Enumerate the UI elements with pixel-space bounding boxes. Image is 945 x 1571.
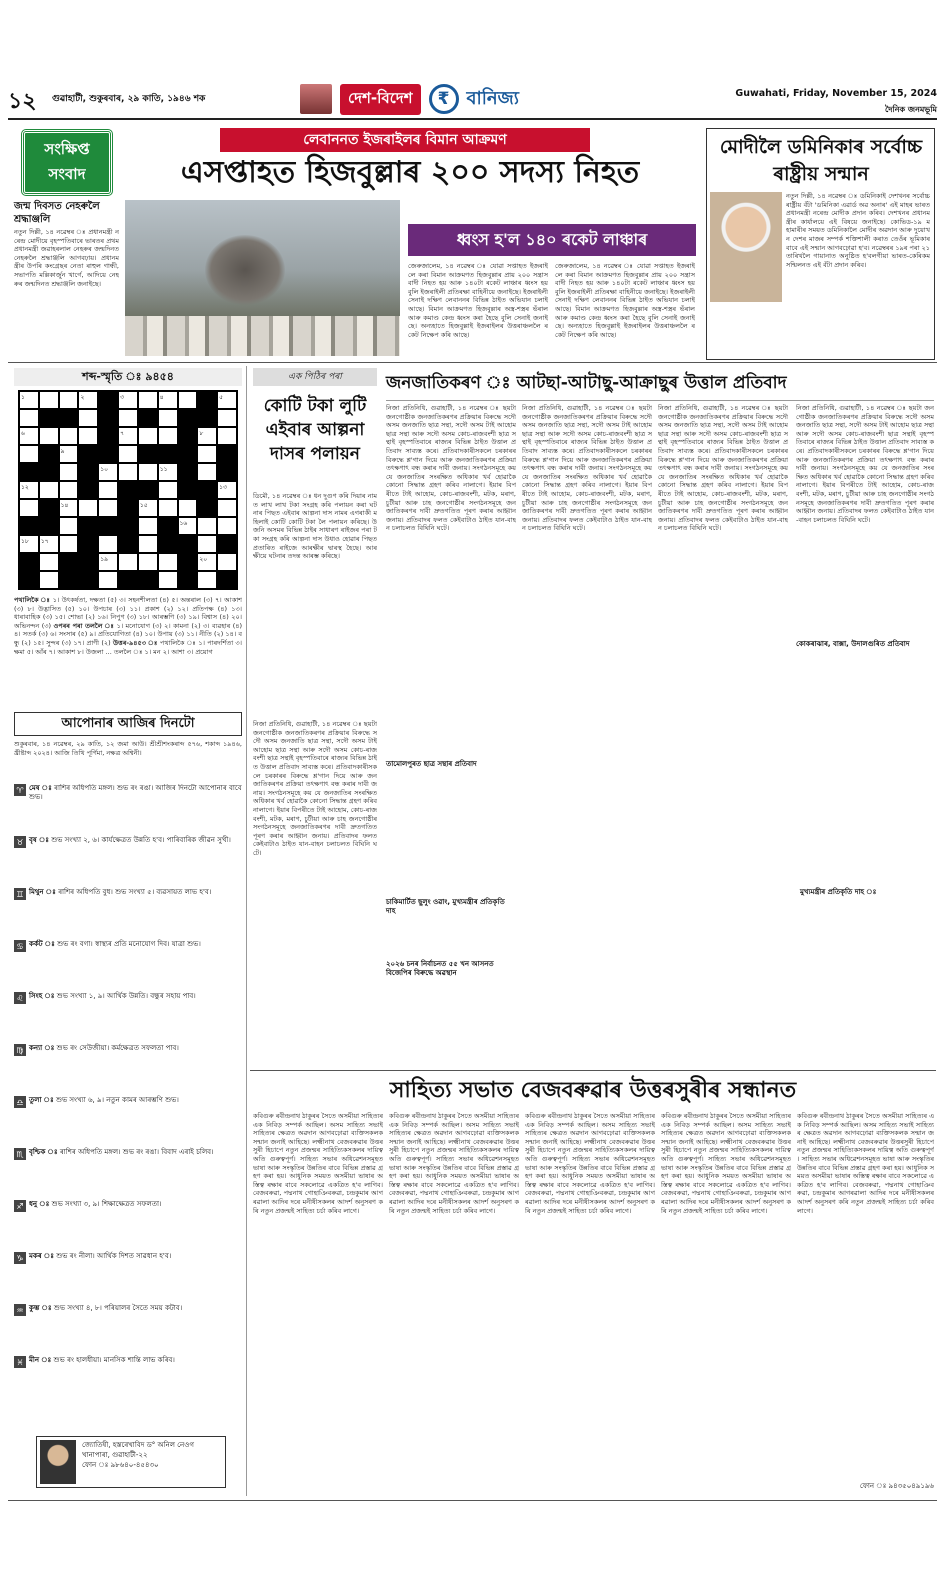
header-date-right: Guwahati, Friday, November 15, 2024 [735,88,937,99]
literature-col3: কবিগুৰু ৰবীন্দ্ৰনাথ ঠাকুৰৰ সৈতে অসমীয়া সাহিত্যৰ এক নিবিড় সম্পৰ্ক আছিল। অসম সাহিত্য সভাই সাহিত্যৰ ক্ষেত্ৰত অৱদান আগবঢ়োৱা ব্যক্তিসকলক সন্মান জনাই আহিছে। লক্ষ্মীনাথ বেজবৰুৱাৰ উত্তৰসুৰী হিচাপে নতুন প্ৰজন্মৰ সাহিত্যিকসকলৰ দায়িত্ব অতি গুৰুত্বপূৰ্ণ। সাহিত্য সভাৰ অধিৱেশনসমূহত ভাষা আৰু সংস্কৃতিৰ উন্নতিৰ বাবে বিভিন্ন প্ৰস্তাৱ গ্ৰহণ কৰা হয়। আধুনিক সময়ত অসমীয়া ভাষাৰ অস্তিত্ব ৰক্ষাৰ বাবে সকলোৱে একত্ৰিত হ'ব লাগিব। বেজবৰুৱা, পদ্মনাথ গোহাঞিবৰুৱা, চন্দ্ৰকুমাৰ আগৰৱালা আদিৰ দৰে মনীষীসকলৰ আদৰ্শ অনুসৰণ কৰি নতুন প্ৰজন্মই সাহিত্য চৰ্চা কৰিব লাগে। [525,1112,655,1215]
crossword-cell[interactable] [98,481,118,499]
crossword-cell[interactable] [59,481,79,499]
crossword-cell[interactable]: ১৭ [39,535,59,553]
crossword-block [158,445,178,463]
crossword-block [59,571,79,589]
crossword-cell[interactable]: ১ [19,391,39,409]
buildings [125,316,400,356]
crossword-block [39,517,59,535]
crossword-cell[interactable]: ২০ [197,553,217,571]
astrologer-phone: ফোন ঃ ৯৮৬৪০-৪৫৪৩০ [82,1461,159,1469]
header-date-left: গুৱাহাটী, শুকুৰবাৰ, ২৯ কাতি, ১৯৪৬ শক [52,94,206,104]
crossword-cell[interactable] [197,517,217,535]
crossword-cell[interactable] [39,481,59,499]
crossword-cell[interactable]: ১০ [98,463,118,481]
literature-col5: কবিগুৰু ৰবীন্দ্ৰনাথ ঠাকুৰৰ সৈতে অসমীয়া সাহিত্যৰ এক নিবিড় সম্পৰ্ক আছিল। অসম সাহিত্য সভাই সাহিত্যৰ ক্ষেত্ৰত অৱদান আগবঢ়োৱা ব্যক্তিসকলক সন্মান জনাই আহিছে। লক্ষ্মীনাথ বেজবৰুৱাৰ উত্তৰসুৰী হিচাপে নতুন প্ৰজন্মৰ সাহিত্যিকসকলৰ দায়িত্ব অতি গুৰুত্বপূৰ্ণ। সাহিত্য সভাৰ অধিৱেশনসমূহত ভাষা আৰু সংস্কৃতিৰ উন্নতিৰ বাবে বিভিন্ন প্ৰস্তাৱ গ্ৰহণ কৰা হয়। আধুনিক সময়ত অসমীয়া ভাষাৰ অস্তিত্ব ৰক্ষাৰ বাবে সকলোৱে একত্ৰিত হ'ব লাগিব। বেজবৰুৱা, পদ্মনাথ গোহাঞিবৰুৱা, চন্দ্ৰকুমাৰ আগৰৱালা আদিৰ দৰে মনীষীসকলৰ আদৰ্শ অনুসৰণ কৰি নতুন প্ৰজন্মই সাহিত্য চৰ্চা কৰিব লাগে। [797,1112,934,1215]
sign-text [29,1304,182,1354]
crossword-cell[interactable] [138,391,158,409]
crossword-cell[interactable] [178,499,198,517]
lead-body-col2: জেৰুজালেম, ১৪ নৱেম্বৰ ঃ যোৱা সপ্তাহত ইজৰাইলে কৰা বিমান আক্ৰমণত হিজবুল্লাৰ প্ৰায় ২০০ সন্ত্ৰাসবাদী নিহত হয় আৰু ১৪০টা ৰকেট লাঞ্চাৰ ধ্বংস হয় বুলি ইজৰাইলী প্ৰতিৰক্ষা বাহিনীয়ে জনাইছে। ইজৰাইলী সেনাই দক্ষিণ লেবাননৰ বিভিন্ন ঠাইত অভিযান চলাই আছে। বিমান আক্ৰমণত হিজবুল্লাৰ অস্ত্ৰ-শস্ত্ৰৰ ভঁৰাল আৰু কমাণ্ড কেন্দ্ৰ ধ্বংস কৰা হৈছে বুলি সেনাই জনাইছে। অন্যহাতে হিজবুল্লাই ইজৰাইলৰ উত্তৰাঞ্চললৈ ৰকেট নিক্ষেপ কৰি আছে। [555,262,695,339]
section-desh-bidesh: দেশ-বিদেশ [340,84,421,115]
horoscope-signs [14,784,242,1424]
tribal-col4: নিজা প্ৰতিনিধি, গুৱাহাটী, ১৪ নৱেম্বৰ ঃ ছয়টা জনগোষ্ঠীক জনজাতিকৰণৰ প্ৰক্ৰিয়াৰ বিৰুদ্ধে সদৌ অসম জনজাতি ছাত্ৰ সন্থা, সদৌ অসম টাই আহোম ছাত্ৰ সন্থা আৰু সদৌ অসম কোচ-ৰাজবংশী ছাত্ৰ সন্থাই বৃহস্পতিবাৰে ৰাজ্যৰ বিভিন্ন ঠাইত উত্তাল প্ৰতিবাদ সাব্যস্ত কৰে। প্ৰতিবাদকাৰীসকলে চৰকাৰৰ বিৰুদ্ধে শ্ল'গান দিয়ে আৰু জনজাতিকৰণৰ প্ৰক্ৰিয়া তৎক্ষণাৎ বন্ধ কৰাৰ দাবী জনায়। সংগঠনসমূহে কয় যে জনজাতিৰ সংৰক্ষিত অধিকাৰ খৰ্ব হোৱাকৈ কোনো সিদ্ধান্ত গ্ৰহণ কৰিব নালাগে। ইয়াৰ বিপৰীতে টাই আহোম, কোচ-ৰাজবংশী, মটক, মৰাণ, চুটীয়া আৰু চাহ জনগোষ্ঠীৰ সংগঠনসমূহে জনজাতিকৰণৰ দাবী দ্ৰুতগতিত পূৰণ কৰাৰ আহ্বান জনায়। প্ৰতিবাদৰ ফলত কেইবাটাও ঠাইত যান-বাহন চলাচলত বিঘিনি ঘটে। [796,404,934,524]
crossword-cell[interactable]: ১৬ [178,517,198,535]
crossword-block [59,553,79,571]
crossword-cell[interactable] [39,571,59,589]
astrologer-photo [40,1440,76,1484]
crossword-cell[interactable] [59,517,79,535]
crossword-cell[interactable]: ৮ [197,427,217,445]
crossword-cell[interactable] [158,481,178,499]
crossword-block [78,553,98,571]
crossword-cell[interactable] [158,553,178,571]
sign-forecast: শুভ সংখ্যা ১, ৯। আৰ্থিক উন্নতি। বন্ধুৰ সহায় পাব। [56,992,196,1000]
crossword-cell[interactable] [118,553,138,571]
sign-text [29,940,201,990]
tribal-subhead-5: কোকৰাঝাৰ, বাক্সা, উদালগুৰিত প্ৰতিবাদ [796,640,934,649]
crossword-cell[interactable] [158,499,178,517]
sign-name: মেষ ঃ [29,784,52,792]
crossword-block [158,517,178,535]
sign-forecast: শুভ ৰং সেউজীয়া। কৰ্মক্ষেত্ৰত সফলতা পাব। [56,1044,179,1052]
horoscope-sign [14,1200,242,1250]
tribal-headline: জনজাতিকৰণ ঃ আটছা-আটাছু-আক্ৰাছুৰ উত্তাল প্ৰতিবাদ [386,373,787,393]
crossword-block [98,517,118,535]
literature-phone: ফোন ঃ ৯৪৩৫০৪৯১৯৬ [859,1482,934,1490]
horoscope-sign [14,784,242,834]
sign-forecast: শুভ সংখ্যা ৪, ৮। পৰিয়ালৰ সৈতে সময় কটাব। [53,1304,183,1312]
crossword-cell[interactable] [197,463,217,481]
sign-forecast: শুভ সংখ্যা ২, ৬। কাৰ্যক্ষেত্ৰত উন্নতি হ'ব। পাৰিবাৰিক জীৱন সুখী। [51,836,231,844]
sign-forecast: ৰাশিৰ অধিপতি মঙ্গল। শুভ ৰং ৰঙা। আজিৰ দিনটো আপোনাৰ বাবে শুভ। [29,784,242,801]
column-rule [246,366,247,1496]
crossword-cell[interactable] [178,391,198,409]
smoke-plume [205,235,285,305]
crossword-cell[interactable] [98,499,118,517]
horoscope-sign [14,992,242,1042]
crossword-block [178,409,198,427]
sign-name: বৃশ্চিক ঃ [29,1148,58,1156]
zodiac-icon: ♓ [14,1356,26,1368]
brief-badge: সংক্ষিপ্ত সংবাদ [22,130,112,195]
crossword-block [78,535,98,553]
crossword-block [197,481,217,499]
crossword-block [78,481,98,499]
horoscope-sign [14,940,242,990]
sign-forecast: শুভ সংখ্যা ৬, ৯। নতুন কামৰ আৰম্ভণি শুভ। [55,1096,179,1104]
literature-col1: কবিগুৰু ৰবীন্দ্ৰনাথ ঠাকুৰৰ সৈতে অসমীয়া সাহিত্যৰ এক নিবিড় সম্পৰ্ক আছিল। অসম সাহিত্য সভাই সাহিত্যৰ ক্ষেত্ৰত অৱদান আগবঢ়োৱা ব্যক্তিসকলক সন্মান জনাই আহিছে। লক্ষ্মীনাথ বেজবৰুৱাৰ উত্তৰসুৰী হিচাপে নতুন প্ৰজন্মৰ সাহিত্যিকসকলৰ দায়িত্ব অতি গুৰুত্বপূৰ্ণ। সাহিত্য সভাৰ অধিৱেশনসমূহত ভাষা আৰু সংস্কৃতিৰ উন্নতিৰ বাবে বিভিন্ন প্ৰস্তাৱ গ্ৰহণ কৰা হয়। আধুনিক সময়ত অসমীয়া ভাষাৰ অস্তিত্ব ৰক্ষাৰ বাবে সকলোৱে একত্ৰিত হ'ব লাগিব। বেজবৰুৱা, পদ্মনাথ গোহাঞিবৰুৱা, চন্দ্ৰকুমাৰ আগৰৱালা আদিৰ দৰে মনীষীসকলৰ আদৰ্শ অনুসৰণ কৰি নতুন প্ৰজন্মই সাহিত্য চৰ্চা কৰিব লাগে। [253,1112,383,1215]
crossword-block [118,571,138,589]
crossword-cell[interactable] [118,445,138,463]
crossword-block [19,571,39,589]
modi-body: নতুন দিল্লী, ১৪ নৱেম্বৰ ঃ ডমিনিকাই দেশখনৰ সৰ্বোচ্চ ৰাষ্ট্ৰীয় বঁটা 'ডমিনিকা এৱাৰ্ড অৱ অনাৰ' এই মাহৰ ভাৰত প্ৰধানমন্ত্ৰী নৰেন্দ্ৰ মোদীক প্ৰদান কৰিব। দেশখনৰ প্ৰধানমন্ত্ৰীৰ কাৰ্যালয়ে এই বিষয়ে জনাইছে। কোভিড-১৯ মহামাৰীৰ সময়ত ডমিনিকালৈ মোদীৰ অৱদান আৰু দুয়োখন দেশৰ মাজৰ সম্পৰ্ক শক্তিশালী কৰাত তেওঁৰ ভূমিকাৰ বাবে এই সন্মান আগবঢ়োৱা হ'ব। নৱেম্বৰৰ ১৯ৰ পৰা ২১ তাৰিখলৈ গায়ানাত অনুষ্ঠিত হ'বলগীয়া ভাৰত-কেৰিকম সন্মিলনত এই বঁটা প্ৰদান কৰিব। [786,192,930,269]
crossword-cell[interactable] [197,445,217,463]
sign-text [29,836,231,886]
crossword-cell[interactable] [118,463,138,481]
astrologer-box [36,1436,226,1488]
crossword-block [19,517,39,535]
crossword-cell[interactable] [19,499,39,517]
horoscope-title: আপোনাৰ আজিৰ দিনটো [14,712,242,736]
sign-name: মীন ঃ [29,1356,52,1364]
tribal-subhead-3: ২০২৬ চনৰ নিৰ্বাচনত ৫৫ খন আসনত বিজেপিৰ বিৰুদ্ধে অৱস্থান [386,960,516,978]
crossword-cell[interactable] [78,427,98,445]
sign-text [29,1252,171,1302]
tribal-col1: নিজা প্ৰতিনিধি, গুৱাহাটী, ১৪ নৱেম্বৰ ঃ ছয়টা জনগোষ্ঠীক জনজাতিকৰণৰ প্ৰক্ৰিয়াৰ বিৰুদ্ধে সদৌ অসম জনজাতি ছাত্ৰ সন্থা, সদৌ অসম টাই আহোম ছাত্ৰ সন্থা আৰু সদৌ অসম কোচ-ৰাজবংশী ছাত্ৰ সন্থাই বৃহস্পতিবাৰে ৰাজ্যৰ বিভিন্ন ঠাইত উত্তাল প্ৰতিবাদ সাব্যস্ত কৰে। প্ৰতিবাদকাৰীসকলে চৰকাৰৰ বিৰুদ্ধে শ্ল'গান দিয়ে আৰু জনজাতিকৰণৰ প্ৰক্ৰিয়া তৎক্ষণাৎ বন্ধ কৰাৰ দাবী জনায়। সংগঠনসমূহে কয় যে জনজাতিৰ সংৰক্ষিত অধিকাৰ খৰ্ব হোৱাকৈ কোনো সিদ্ধান্ত গ্ৰহণ কৰিব নালাগে। ইয়াৰ বিপৰীতে টাই আহোম, কোচ-ৰাজবংশী, মটক, মৰাণ, চুটীয়া আৰু চাহ জনগোষ্ঠীৰ সংগঠনসমূহে জনজাতিকৰণৰ দাবী দ্ৰুতগতিত পূৰণ কৰাৰ আহ্বান জনায়। প্ৰতিবাদৰ ফলত কেইবাটাও ঠাইত যান-বাহন চলাচলত বিঘিনি ঘটে। [386,404,516,533]
crossword-cell[interactable] [138,517,158,535]
crossword-cell[interactable] [217,517,237,535]
crossword-block [138,481,158,499]
crossword-block [197,391,217,409]
sign-name: মকৰ ঃ [29,1252,54,1260]
crossword-cell[interactable]: ১১ [158,463,178,481]
crossword-cell[interactable] [19,409,39,427]
crossword-cell[interactable] [59,427,79,445]
zodiac-icon: ♐ [14,1200,26,1212]
crossword-block [78,445,98,463]
crossword-cell[interactable] [197,571,217,589]
crossword-block [98,391,118,409]
zodiac-icon: ♊ [14,888,26,900]
horoscope-sign [14,836,242,886]
crossword-cell[interactable] [98,535,118,553]
astrologer-name: জ্যোতিষী, হস্তৰেখাবিদ ড° অনিল নেওগ [82,1441,194,1449]
sidebar-body-col2: নিজা প্ৰতিনিধি, গুৱাহাটী, ১৪ নৱেম্বৰ ঃ ছয়টা জনগোষ্ঠীক জনজাতিকৰণৰ প্ৰক্ৰিয়াৰ বিৰুদ্ধে সদৌ অসম জনজাতি ছাত্ৰ সন্থা, সদৌ অসম টাই আহোম ছাত্ৰ সন্থা আৰু সদৌ অসম কোচ-ৰাজবংশী ছাত্ৰ সন্থাই বৃহস্পতিবাৰে ৰাজ্যৰ বিভিন্ন ঠাইত উত্তাল প্ৰতিবাদ সাব্যস্ত কৰে। প্ৰতিবাদকাৰীসকলে চৰকাৰৰ বিৰুদ্ধে শ্ল'গান দিয়ে আৰু জনজাতিকৰণৰ প্ৰক্ৰিয়া তৎক্ষণাৎ বন্ধ কৰাৰ দাবী জনায়। সংগঠনসমূহে কয় যে জনজাতিৰ সংৰক্ষিত অধিকাৰ খৰ্ব হোৱাকৈ কোনো সিদ্ধান্ত গ্ৰহণ কৰিব নালাগে। ইয়াৰ বিপৰীতে টাই আহোম, কোচ-ৰাজবংশী, মটক, মৰাণ, চুটীয়া আৰু চাহ জনগোষ্ঠীৰ সংগঠনসমূহে জনজাতিকৰণৰ দাবী দ্ৰুতগতিত পূৰণ কৰাৰ আহ্বান জনায়। প্ৰতিবাদৰ ফলত কেইবাটাও ঠাইত যান-বাহন চলাচলত বিঘিনি ঘটে। [253,720,377,857]
crossword-cell[interactable] [39,427,59,445]
crossword-cell[interactable] [158,427,178,445]
crossword-cell[interactable]: ১৫ [138,499,158,517]
rupee-icon: ₹ [429,84,459,114]
tribal-col3: নিজা প্ৰতিনিধি, গুৱাহাটী, ১৪ নৱেম্বৰ ঃ ছয়টা জনগোষ্ঠীক জনজাতিকৰণৰ প্ৰক্ৰিয়াৰ বিৰুদ্ধে সদৌ অসম জনজাতি ছাত্ৰ সন্থা, সদৌ অসম টাই আহোম ছাত্ৰ সন্থা আৰু সদৌ অসম কোচ-ৰাজবংশী ছাত্ৰ সন্থাই বৃহস্পতিবাৰে ৰাজ্যৰ বিভিন্ন ঠাইত উত্তাল প্ৰতিবাদ সাব্যস্ত কৰে। প্ৰতিবাদকাৰীসকলে চৰকাৰৰ বিৰুদ্ধে শ্ল'গান দিয়ে আৰু জনজাতিকৰণৰ প্ৰক্ৰিয়া তৎক্ষণাৎ বন্ধ কৰাৰ দাবী জনায়। সংগঠনসমূহে কয় যে জনজাতিৰ সংৰক্ষিত অধিকাৰ খৰ্ব হোৱাকৈ কোনো সিদ্ধান্ত গ্ৰহণ কৰিব নালাগে। ইয়াৰ বিপৰীতে টাই আহোম, কোচ-ৰাজবংশী, মটক, মৰাণ, চুটীয়া আৰু চাহ জনগোষ্ঠীৰ সংগঠনসমূহে জনজাতিকৰণৰ দাবী দ্ৰুতগতিত পূৰণ কৰাৰ আহ্বান জনায়। প্ৰতিবাদৰ ফলত কেইবাটাও ঠাইত যান-বাহন চলাচলত বিঘিনি ঘটে। [658,404,788,533]
crossword-block [98,445,118,463]
crossword-cell[interactable] [19,445,39,463]
tribal-subhead-4: মুখ্যমন্ত্ৰীৰ প্ৰতিকৃতি দাহ ঃ [800,888,934,897]
crossword-block [178,535,198,553]
sign-text [29,1148,214,1198]
crossword-block [178,427,198,445]
sign-text [29,1356,175,1406]
crossword-cell[interactable]: ৪ [158,391,178,409]
crossword-block [138,409,158,427]
lead-headline: এসপ্তাহত হিজবুল্লাৰ ২০০ সদস্য নিহত [180,155,640,190]
sidebar-body-col1: ডিমৌ, ১৪ নৱেম্বৰ ঃ ধন দুগুণ কৰি দিয়াৰ নামত লাখ লাখ টকা সংগ্ৰহ কৰি পলায়ন কৰা ঘটনাৰ পিছত এইবাৰ আল্পনা দাস নামৰ এগৰাকী মহিলাই কোটি কোটি টকা লৈ পলায়ন কৰিছে। উজনি অসমৰ বিভিন্ন ঠাইৰ সাধাৰণ ৰাইজৰ পৰা টকা সংগ্ৰহ কৰি আল্পনা দাস উধাও হোৱাৰ পিছত প্ৰতাৰিত ৰাইজে আৰক্ষীৰ দ্বাৰস্থ হৈছে। আৰক্ষীয়ে ঘটনাৰ তদন্ত আৰম্ভ কৰিছে। [253,492,377,561]
crossword-block [178,481,198,499]
crossword-block [178,553,198,571]
crossword-block [39,499,59,517]
sign-forecast: শুভ সংখ্যা ৩, ৯। শিক্ষাক্ষেত্ৰত সফলতা। [51,1200,162,1208]
crossword-block [138,445,158,463]
crossword-cell[interactable]: ৭ [118,427,138,445]
crossword-cell[interactable]: ৬ [19,427,39,445]
sign-text [29,1044,179,1094]
tribal-rule [386,400,934,401]
crossword-cell[interactable] [217,553,237,571]
sign-forecast: ৰাশিৰ অধিপতি বুধ। শুভ সংখ্যা ৫। ব্যৱসায়ত লাভ হ'ব। [58,888,212,896]
sign-forecast: শুভ ৰং নীলা। আৰ্থিক দিশত সাৱধান হ'ব। [56,1252,172,1260]
horoscope-sign [14,1148,242,1198]
crossword-block [118,535,138,553]
literature-col2: কবিগুৰু ৰবীন্দ্ৰনাথ ঠাকুৰৰ সৈতে অসমীয়া সাহিত্যৰ এক নিবিড় সম্পৰ্ক আছিল। অসম সাহিত্য সভাই সাহিত্যৰ ক্ষেত্ৰত অৱদান আগবঢ়োৱা ব্যক্তিসকলক সন্মান জনাই আহিছে। লক্ষ্মীনাথ বেজবৰুৱাৰ উত্তৰসুৰী হিচাপে নতুন প্ৰজন্মৰ সাহিত্যিকসকলৰ দায়িত্ব অতি গুৰুত্বপূৰ্ণ। সাহিত্য সভাৰ অধিৱেশনসমূহত ভাষা আৰু সংস্কৃতিৰ উন্নতিৰ বাবে বিভিন্ন প্ৰস্তাৱ গ্ৰহণ কৰা হয়। আধুনিক সময়ত অসমীয়া ভাষাৰ অস্তিত্ব ৰক্ষাৰ বাবে সকলোৱে একত্ৰিত হ'ব লাগিব। বেজবৰুৱা, পদ্মনাথ গোহাঞিবৰুৱা, চন্দ্ৰকুমাৰ আগৰৱালা আদিৰ দৰে মনীষীসকলৰ আদৰ্শ অনুসৰণ কৰি নতুন প্ৰজন্মই সাহিত্য চৰ্চা কৰিব লাগে। [389,1112,519,1215]
sign-name: কৰ্কট ঃ [29,940,55,948]
across-clues: ১। উৎকৰ্ষতা, দক্ষতা (৫) ৩। সহনশীলতা (৪) ৫। অন্তৰাল (৩) ৭। আকাশ (৩) ৮। উদ্ভাসিত (৫) ১০। উপচাৰ (৩) ১১। প্ৰকাশ (২) ১২। প্ৰতিপক্ষ (৪) ১৩। ধাৰাবাহিক (৩) ১৫। শোভা (২) ১৬। নিপুণ (৩) ১৮। আৰম্ভণি (৩) ১৯। বিশ্বাস (৪) ২০। অভিনন্দন (৩) [14,596,242,630]
crossword-cell[interactable]: ৫ [217,391,237,409]
crossword-cell[interactable] [59,391,79,409]
horoscope-sign [14,1252,242,1302]
horoscope-sign [14,888,242,938]
crossword-block [39,463,59,481]
zodiac-icon: ♉ [14,836,26,848]
horoscope-sign [14,1356,242,1406]
crossword-cell[interactable] [158,571,178,589]
literature-top-rule [250,1070,936,1071]
crossword-cell[interactable] [39,391,59,409]
across-label: পথালিকৈ ঃ [14,596,51,604]
tribal-subhead-2: চাকিমাৰ্টিত ছুলুং ওৱাং, মুখ্যমন্ত্ৰীৰ প্ৰতিকৃতি দাহ [386,898,516,916]
sign-forecast: শুভ ৰং হালধীয়া। মানসিক শান্তি লাভ কৰিব। [53,1356,175,1364]
crossword-cell[interactable]: ৩ [118,391,138,409]
crossword-block [178,445,198,463]
sign-text [29,1200,162,1250]
header-section-banner [300,82,645,116]
crossword-block [178,463,198,481]
sign-forecast: শুভ ৰং বগা। স্বাস্থ্যৰ প্ৰতি মনোযোগ দিব। যাত্ৰা শুভ। [57,940,201,948]
crossword-cell[interactable] [217,409,237,427]
footer-rule [8,1500,937,1501]
zodiac-icon: ♎ [14,1096,26,1108]
crossword-cell[interactable]: ১৮ [19,535,39,553]
lead-body-col1: জেৰুজালেম, ১৪ নৱেম্বৰ ঃ যোৱা সপ্তাহত ইজৰাইলে কৰা বিমান আক্ৰমণত হিজবুল্লাৰ প্ৰায় ২০০ সন্ত্ৰাসবাদী নিহত হয় আৰু ১৪০টা ৰকেট লাঞ্চাৰ ধ্বংস হয় বুলি ইজৰাইলী প্ৰতিৰক্ষা বাহিনীয়ে জনাইছে। ইজৰাইলী সেনাই দক্ষিণ লেবাননৰ বিভিন্ন ঠাইত অভিযান চলাই আছে। বিমান আক্ৰমণত হিজবুল্লাৰ অস্ত্ৰ-শস্ত্ৰৰ ভঁৰাল আৰু কমাণ্ড কেন্দ্ৰ ধ্বংস কৰা হৈছে বুলি সেনাই জনাইছে। অন্যহাতে হিজবুল্লাই ইজৰাইলৰ উত্তৰাঞ্চললৈ ৰকেট নিক্ষেপ কৰি আছে। [408,262,548,339]
brief-title: জন্ম দিবসত নেহৰুলৈ শ্ৰদ্ধাঞ্জলি [14,201,100,225]
crossword-block [197,499,217,517]
crossword-block [78,571,98,589]
astrologer-address: খানাপাৰা, গুৱাহাটী-২২ [82,1451,148,1459]
building-icon [300,84,332,114]
crossword-block [98,427,118,445]
crossword-block [217,463,237,481]
sign-name: সিংহ ঃ [29,992,55,1000]
crossword-cell[interactable] [78,499,98,517]
page-number: ১২ [8,88,37,114]
sign-text [29,888,211,938]
zodiac-icon: ♒ [14,1304,26,1316]
section-banijya: বানিজ্য [466,87,519,109]
lead-kicker: লেবাননত ইজৰাইলৰ বিমান আক্ৰমণ [220,128,590,152]
crossword-block [217,571,237,589]
crossword-cell[interactable] [138,463,158,481]
crossword-cell[interactable] [138,427,158,445]
crossword-cell[interactable]: ২ [78,391,98,409]
crossword-cell[interactable] [158,409,178,427]
horoscope-intro: শুকুৰবাৰ, ১৪ নৱেম্বৰ, ২৯ কাতি, ১২ জমা আউ। শ্ৰীশ্ৰীশংকৰাব্দ ৫৭৬, শকাব্দ ১৯৪৬, খ্ৰীষ্টাব্দ ২০২৪। আজি তিথি পূৰ্ণিমা, নক্ষত্ৰ অশ্বিনী। [14,740,242,757]
crossword-cell[interactable]: ১৩ [217,481,237,499]
modi-photo [710,192,782,302]
zodiac-icon: ♈ [14,784,26,796]
zodiac-icon: ♌ [14,992,26,1004]
sign-name: তুলা ঃ [29,1096,54,1104]
zodiac-icon: ♏ [14,1148,26,1160]
literature-col4: কবিগুৰু ৰবীন্দ্ৰনাথ ঠাকুৰৰ সৈতে অসমীয়া সাহিত্যৰ এক নিবিড় সম্পৰ্ক আছিল। অসম সাহিত্য সভাই সাহিত্যৰ ক্ষেত্ৰত অৱদান আগবঢ়োৱা ব্যক্তিসকলক সন্মান জনাই আহিছে। লক্ষ্মীনাথ বেজবৰুৱাৰ উত্তৰসুৰী হিচাপে নতুন প্ৰজন্মৰ সাহিত্যিকসকলৰ দায়িত্ব অতি গুৰুত্বপূৰ্ণ। সাহিত্য সভাৰ অধিৱেশনসমূহত ভাষা আৰু সংস্কৃতিৰ উন্নতিৰ বাবে বিভিন্ন প্ৰস্তাৱ গ্ৰহণ কৰা হয়। আধুনিক সময়ত অসমীয়া ভাষাৰ অস্তিত্ব ৰক্ষাৰ বাবে সকলোৱে একত্ৰিত হ'ব লাগিব। বেজবৰুৱা, পদ্মনাথ গোহাঞিবৰুৱা, চন্দ্ৰকুমাৰ আগৰৱালা আদিৰ দৰে মনীষীসকলৰ আদৰ্শ অনুসৰণ কৰি নতুন প্ৰজন্মই সাহিত্য চৰ্চা কৰিব লাগে। [661,1112,791,1215]
sign-text [29,1096,179,1146]
sign-text [29,784,242,834]
crossword-block [118,517,138,535]
crossword-block [138,571,158,589]
down-clues: ১। মনোযোগ (৩) ২। কামনা (২) ৩। ব্যৱহাৰ (৪) ৪। সতৰ্ক (৩) ৬। সংসাৰ (৫) ৯। প্ৰতিযোগিতা (৪) ১০। উপায় (৩) ১১। নীতি (২) ১৪। বন্ধু (২) ১৫। সুন্দৰ (৩) ১৭। প্ৰাণী (২) [14,621,242,647]
sign-name: কন্যা ঃ [29,1044,55,1052]
sign-name: মিথুন ঃ [29,888,56,896]
crossword-cell[interactable] [197,535,217,553]
crossword-block [98,409,118,427]
lead-photo [125,200,400,356]
answers-label: উত্তৰ-৯৪৫৩ ঃ [112,638,158,647]
crossword-block [118,499,138,517]
horoscope-sign [14,1096,242,1146]
horoscope-sign [14,1304,242,1354]
zodiac-icon: ♋ [14,940,26,952]
tribal-col2: নিজা প্ৰতিনিধি, গুৱাহাটী, ১৪ নৱেম্বৰ ঃ ছয়টা জনগোষ্ঠীক জনজাতিকৰণৰ প্ৰক্ৰিয়াৰ বিৰুদ্ধে সদৌ অসম জনজাতি ছাত্ৰ সন্থা, সদৌ অসম টাই আহোম ছাত্ৰ সন্থা আৰু সদৌ অসম কোচ-ৰাজবংশী ছাত্ৰ সন্থাই বৃহস্পতিবাৰে ৰাজ্যৰ বিভিন্ন ঠাইত উত্তাল প্ৰতিবাদ সাব্যস্ত কৰে। প্ৰতিবাদকাৰীসকলে চৰকাৰৰ বিৰুদ্ধে শ্ল'গান দিয়ে আৰু জনজাতিকৰণৰ প্ৰক্ৰিয়া তৎক্ষণাৎ বন্ধ কৰাৰ দাবী জনায়। সংগঠনসমূহে কয় যে জনজাতিৰ সংৰক্ষিত অধিকাৰ খৰ্ব হোৱাকৈ কোনো সিদ্ধান্ত গ্ৰহণ কৰিব নালাগে। ইয়াৰ বিপৰীতে টাই আহোম, কোচ-ৰাজবংশী, মটক, মৰাণ, চুটীয়া আৰু চাহ জনগোষ্ঠীৰ সংগঠনসমূহে জনজাতিকৰণৰ দাবী দ্ৰুতগতিত পূৰণ কৰাৰ আহ্বান জনায়। প্ৰতিবাদৰ ফলত কেইবাটাও ঠাইত যান-বাহন চলাচলত বিঘিনি ঘটে। [522,404,652,533]
down-label: ওপৰৰ পৰা তললৈ ঃ [53,621,115,630]
crossword-block [118,481,138,499]
lead-sub: ধ্বংস হ'ল ১৪০ ৰকেট লাঞ্চাৰ [408,224,696,256]
crossword-cell[interactable] [138,553,158,571]
crossword-block [217,535,237,553]
crossword-clues [14,596,242,708]
crossword-cell[interactable]: ১২ [19,481,39,499]
literature-headline: সাহিত্য সভাত বেজবৰুৱাৰ উত্তৰসুৰীৰ সন্ধানত [389,1078,797,1103]
zodiac-icon: ♑ [14,1252,26,1264]
crossword-block [217,445,237,463]
crossword-block [59,409,79,427]
crossword-cell[interactable] [138,535,158,553]
upper-rule [8,362,937,363]
tribal-subhead-1: তামোলপুৰত ছাত্ৰ সন্থাৰ প্ৰতিবাদ [386,760,516,769]
crossword-block [197,409,217,427]
crossword-title: শব্দ-স্মৃতি ঃ ৯৪৫৪ [14,368,242,386]
crossword-cell[interactable] [217,499,237,517]
crossword-block [78,463,98,481]
crossword-block [178,571,198,589]
sidebar-headline: কোটি টকা লুটি এইবাৰ আল্পনা দাসৰ পলায়ন [263,396,367,464]
sign-forecast: ৰাশিৰ অধিপতি মঙ্গল। শুভ ৰং ৰঙা। বিবাদ এৰাই চলিব। [59,1148,214,1156]
sidebar-tag: এক পিঠিৰ পৰা [253,368,377,386]
crossword-block [158,535,178,553]
brief-body: নতুন দিল্লী, ১৪ নৱেম্বৰ ঃ প্ৰধানমন্ত্ৰী নৰেন্দ্ৰ মোদীয়ে বৃহস্পতিবাৰে ভাৰতৰ প্ৰথম প্ৰধানমন্ত্ৰী জৱাহৰলাল নেহৰুৰ জন্মদিনত নেহৰুলৈ শ্ৰদ্ধাঞ্জলি আগবঢ়ায়। প্ৰধানমন্ত্ৰীৰ উপৰি কংগ্ৰেছৰ নেতা ৰাহুল গান্ধী, সভাপতি মল্লিকাৰ্জুন খাৰ্গে, আদিয়ে নেহৰুৰ জন্মদিনত শ্ৰদ্ধাঞ্জলি জনাইছে। [14,228,119,288]
crossword-block [39,445,59,463]
crossword-cell[interactable] [78,409,98,427]
answers: পথালিকৈ ঃ ১। পাৰদৰ্শিতা ৩। ক্ষমা ৫। আঁৰ ৭। আকাশ ৮। উজলা ... তললৈ ঃ ১। মন ২। আশা ৩। প্ৰয়োগ [14,638,242,656]
crossword-cell[interactable] [118,409,138,427]
crossword-cell[interactable] [217,427,237,445]
crossword-cell[interactable] [39,553,59,571]
sign-name: বৃষ ঃ [29,836,49,844]
sign-name: ধনু ঃ [29,1200,50,1208]
crossword-block [19,553,39,571]
crossword-cell[interactable] [98,571,118,589]
crossword-block [19,463,39,481]
header-rule [8,118,937,120]
sign-text [29,992,196,1042]
crossword-cell[interactable]: ৯ [59,445,79,463]
horoscope-sign [14,1044,242,1094]
zodiac-icon: ♍ [14,1044,26,1056]
crossword-cell[interactable] [59,535,79,553]
crossword-cell[interactable]: ১৯ [98,553,118,571]
crossword-cell[interactable] [59,463,79,481]
crossword-block [78,517,98,535]
paper-name: দৈনিক জনমভূমি [885,105,937,114]
crossword-block [39,409,59,427]
crossword-grid [18,390,238,590]
modi-headline: মোদীলৈ ডমিনিকাৰ সৰ্বোচ্চ ৰাষ্ট্ৰীয় সন্মান [719,136,923,185]
sign-name: কুম্ভ ঃ [29,1304,52,1312]
crossword-cell[interactable]: ১৪ [59,499,79,517]
